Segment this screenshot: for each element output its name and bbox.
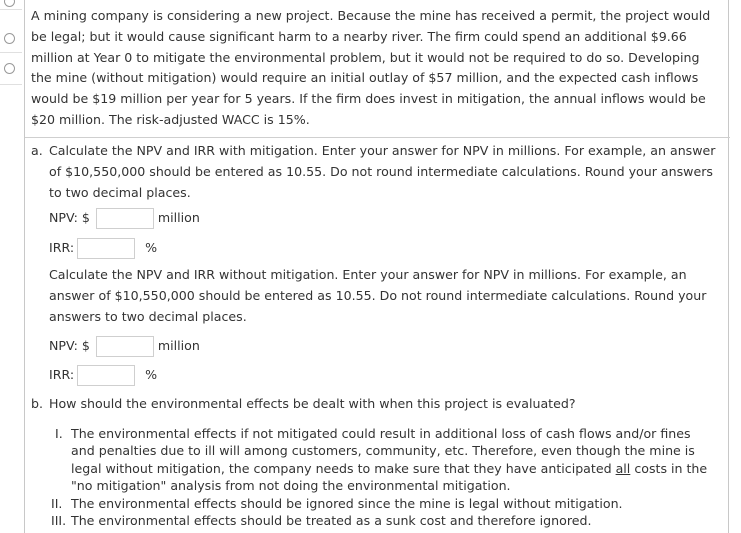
question-intro: A mining company is considering a new project. Because the mine has received a permit, the project would be legal; but it would cause significant harm to a nearby river. The firm could spend an additional $9.66 million at Year 0 to mitigate the environmental problem, but it would not be required to do so. Developing the mine (without mitigation) would require an initial outlay of $57 million, and the expected cash inflows would be $19 million per year for 5 years. If the firm does invest in mitigation, the annual inflows would be $20 million. The risk-adjusted WACC is 15%. [31,8,711,127]
option-number: II. [51,495,63,511]
choice-divider [0,84,22,85]
option-iii[interactable] [51,512,715,529]
option-text-end: costs in the "no mitigation" analysis from not doing the environmental mitigation. [71,460,708,494]
npv-without-mitigation-row [49,335,200,357]
answer-choice-column [0,0,22,533]
part-b-prompt: How should the environmental effects be dealt with when this project is evaluated? [49,396,576,411]
option-text: The environmental effects if not mitigated could result in additional loss of cash flows and/or fines and penalties due to ill will among customers, community, etc. Therefore, even though the mine is legal without mitigation, the company needs to make sure that they have anticipated [71,426,695,476]
choice-divider [0,9,22,10]
npv-without-mitigation-input[interactable] [96,336,154,357]
part-a-prompt-without-mitigation: Calculate the NPV and IRR without mitigation. Enter your answer for NPV in millions. For example, an answer of $10,550,000 should be entered as 10.55. Do not round intermediate calculations. Round your answers to two decimal places. [49,267,707,324]
radio-button-option-3[interactable] [4,63,15,74]
irr-label: IRR: [49,366,75,382]
irr-unit-label: % [145,239,158,255]
part-a-prompt-with-mitigation: Calculate the NPV and IRR with mitigation. Enter your answer for NPV in millions. For example, an answer of $10,550,000 should be entered as 10.55. Do not round intermediate calculations. Round your answers to two decimal places. [49,143,716,200]
option-text: The environmental effects should be ignored since the mine is legal without mitigation. [71,495,623,511]
part-b-label: b. [31,396,43,411]
part-a-label: a. [31,143,43,158]
radio-button-option-1[interactable] [4,0,15,7]
option-number: I. [55,426,63,441]
part-b-options [51,425,715,529]
irr-with-mitigation-input[interactable] [77,238,135,259]
npv-label: NPV: $ [49,337,90,353]
section-divider [25,137,730,138]
option-ii[interactable] [51,495,715,512]
option-number: III. [51,513,67,529]
npv-with-mitigation-row [49,207,200,229]
radio-button-option-2[interactable] [4,33,15,44]
option-i[interactable] [55,425,715,495]
question-panel [24,0,729,533]
irr-label: IRR: [49,239,75,255]
npv-unit-label: million [157,337,200,353]
irr-without-mitigation-row [49,364,157,386]
option-emphasis: all [615,460,631,476]
npv-label: NPV: $ [49,209,90,225]
npv-with-mitigation-input[interactable] [96,208,154,229]
irr-with-mitigation-row [49,237,157,259]
irr-without-mitigation-input[interactable] [77,365,135,386]
choice-divider [0,52,22,53]
irr-unit-label: % [145,366,158,382]
option-text: The environmental effects should be treated as a sunk cost and therefore ignored. [71,513,592,529]
npv-unit-label: million [157,209,200,225]
